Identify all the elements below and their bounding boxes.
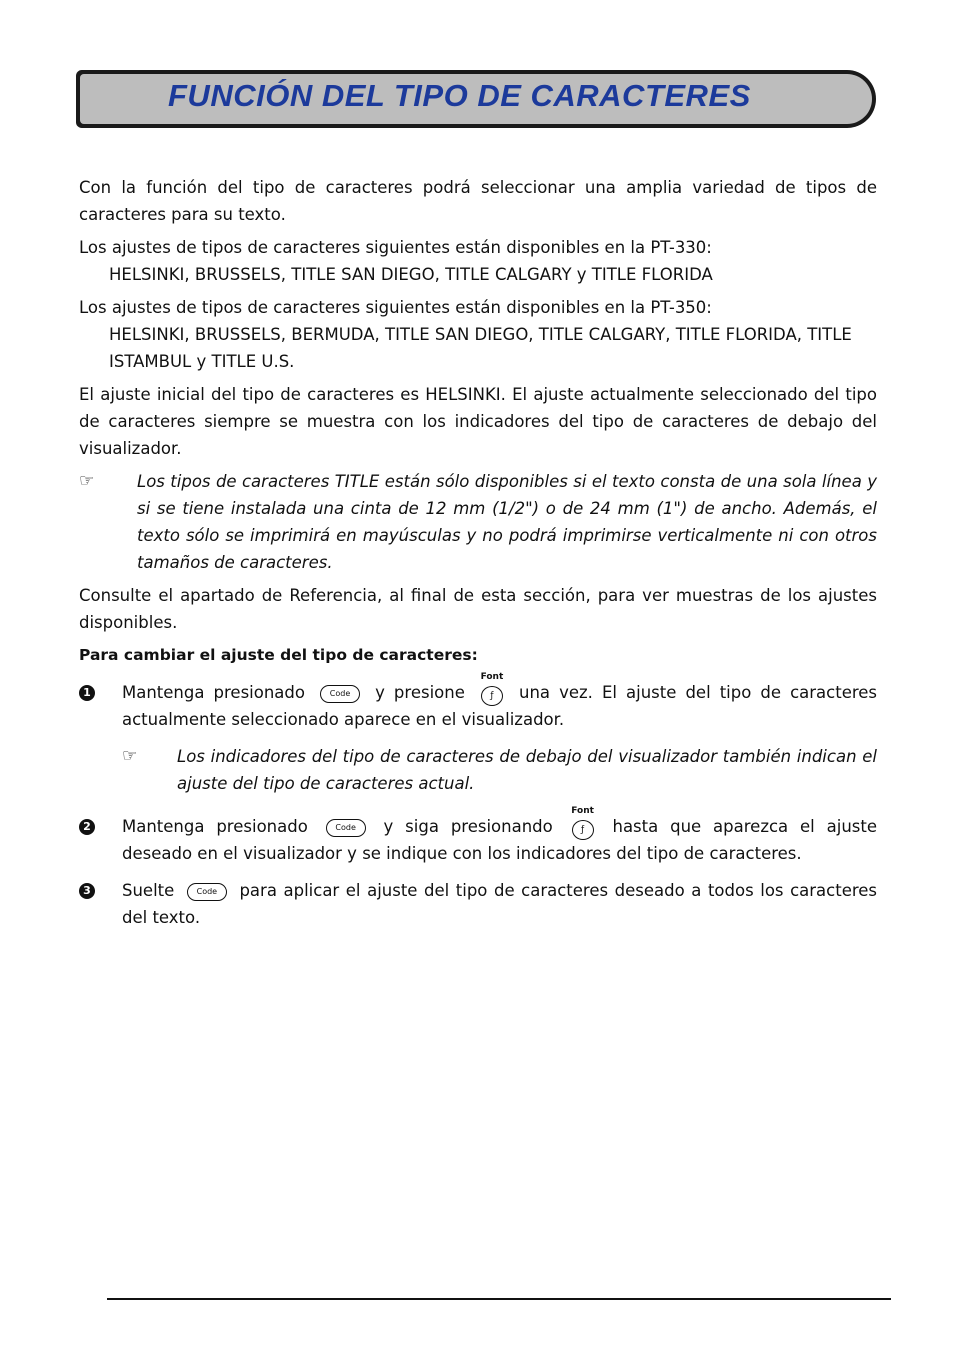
code-key-icon: Code [326, 819, 366, 837]
step-text-part: para aplicar el ajuste del tipo de caracteres deseado a todos los caracteres del texto. [122, 881, 878, 927]
step-text [122, 877, 877, 931]
pt330-font-list: HELSINKI, BRUSSELS, TITLE SAN DIEGO, TITLE CALGARY y TITLE FLORIDA [109, 265, 713, 284]
step-number: 1 [79, 685, 95, 701]
step-number: 3 [79, 883, 95, 899]
title-banner [76, 70, 876, 128]
footer-rule [107, 1298, 891, 1300]
main-content [79, 174, 877, 941]
step-text-part: Suelte [122, 881, 175, 900]
step-text-part: una vez. El ajuste del tipo de caracteres actualmente seleccionado aparece en el visualizador. [122, 683, 878, 729]
step-1 [79, 671, 878, 733]
font-key-glyph: ƒ [481, 686, 503, 706]
step-text-part: hasta que aparezca el ajuste deseado en el visualizador y se indique con los indicadores del tipo de caracteres. [122, 817, 878, 863]
intro-paragraph: Con la función del tipo de caracteres podrá seleccionar una amplia variedad de tipos de caracteres para su texto. [79, 178, 877, 224]
pointing-hand-icon: ☞ [79, 471, 95, 491]
step-3 [79, 877, 877, 931]
pt350-paragraph: Los ajustes de tipos de caracteres siguientes están disponibles en la PT-350: [79, 298, 712, 317]
page-title: FUNCIÓN DEL TIPO DE CARACTERES [168, 78, 751, 113]
font-key-icon [571, 805, 595, 839]
step-text-part: y presione [375, 683, 465, 702]
note-text: Los tipos de caracteres TITLE están sólo disponibles si el texto consta de una sola línea y si se tiene instalada una cinta de 12 mm (1/2") o de 24 mm (1") de ancho. Además, el texto sólo se imprimirá en mayúsculas y no podrá imprimirse verticalmente ni con otros tamaños de caracteres. [137, 472, 877, 572]
font-key-label: Font [480, 671, 504, 682]
step-2 [79, 805, 878, 867]
font-key-glyph: ƒ [572, 820, 594, 840]
font-key-icon [480, 671, 504, 705]
procedure-heading: Para cambiar el ajuste del tipo de caracteres: [79, 646, 478, 664]
initial-setting-paragraph: El ajuste inicial del tipo de caracteres es HELSINKI. El ajuste actualmente seleccionado del tipo de caracteres siempre se muestra con los indicadores del tipo de caracteres de debajo del visualizador. [79, 385, 877, 458]
note-text: Los indicadores del tipo de caracteres de debajo del visualizador también indican el ajuste del tipo de caracteres actual. [177, 747, 877, 793]
step-text-part: Mantenga presionado [122, 683, 305, 702]
step-number: 2 [79, 819, 95, 835]
code-key-icon: Code [187, 883, 227, 901]
step-text [122, 805, 878, 867]
pointing-hand-icon: ☞ [122, 746, 138, 766]
title-fonts-note [79, 468, 877, 576]
step-text [122, 671, 878, 733]
step-text-part: y siga presionando [383, 817, 553, 836]
step-text-part: Mantenga presionado [122, 817, 308, 836]
font-key-label: Font [571, 805, 594, 816]
pt330-paragraph: Los ajustes de tipos de caracteres siguientes están disponibles en la PT-330: [79, 238, 712, 257]
step-1-note [122, 743, 877, 797]
pt350-font-list: HELSINKI, BRUSSELS, BERMUDA, TITLE SAN DIEGO, TITLE CALGARY, TITLE FLORIDA, TITLE ISTAMBUL y TITLE U.S. [109, 325, 852, 371]
consult-paragraph: Consulte el apartado de Referencia, al final de esta sección, para ver muestras de los ajustes disponibles. [79, 586, 877, 632]
code-key-icon: Code [320, 685, 360, 703]
